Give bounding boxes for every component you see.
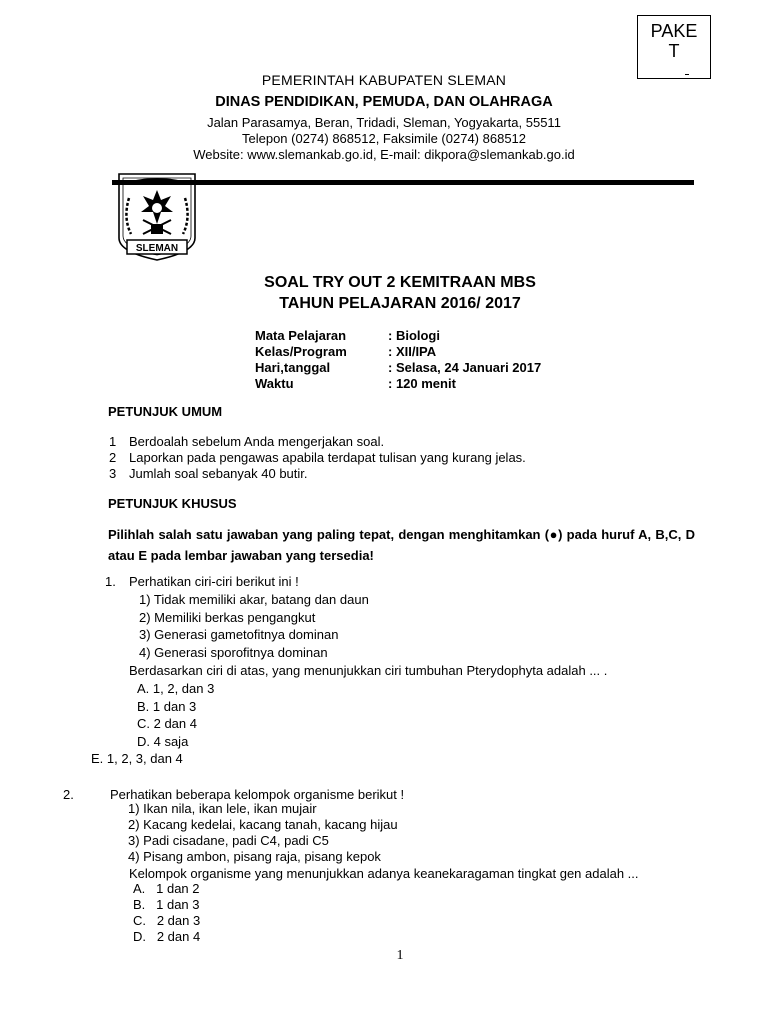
info-value: : XII/IPA (388, 344, 437, 359)
list-item (109, 434, 526, 450)
special-instruction-text: Pilihlah salah satu jawaban yang paling tepat, dengan menghitamkan (●) pada huruf A, B,C, D atau E pada lembar jawaban yang tersedia! (108, 527, 695, 563)
q2-option-a: A. 1 dan 2 (133, 881, 200, 896)
info-value: : 120 menit (388, 376, 456, 391)
exam-info (255, 328, 541, 392)
info-value: : Biologi (388, 328, 440, 343)
general-instructions-heading: PETUNJUK UMUM (108, 404, 223, 419)
info-row (255, 344, 541, 360)
info-value: : Selasa, 24 Januari 2017 (388, 360, 542, 375)
exam-year: TAHUN PELAJARAN 2016/ 2017 (279, 295, 521, 312)
info-row (255, 376, 541, 392)
paket-box (637, 15, 711, 79)
info-row (255, 328, 541, 344)
header-department: DINAS PENDIDIKAN, PEMUDA, DAN OLAHRAGA (215, 94, 553, 110)
q1-item: 2) Memiliki berkas pengangkut (139, 609, 316, 625)
item-number: 1 (109, 434, 117, 449)
item-text: Laporkan pada pengawas apabila terdapat tulisan yang kurang jelas. (129, 450, 526, 465)
logo-label: SLEMAN (135, 243, 179, 254)
page-number: 1 (396, 948, 404, 963)
info-row (255, 360, 541, 376)
q1-item: 3) Generasi gametofitnya dominan (139, 627, 339, 642)
q1-option-b: B. 1 dan 3 (137, 698, 197, 714)
q1-question: Berdasarkan ciri di atas, yang menunjukkan ciri tumbuhan Pterydophyta adalah ... . (129, 663, 608, 678)
paket-line-1: PAKE (650, 21, 698, 41)
q2-stem: Perhatikan beberapa kelompok organisme berikut ! (110, 787, 405, 802)
header-contact (0, 115, 768, 163)
q1-number: 1. (105, 574, 116, 589)
q2-item: 2) Kacang kedelai, kacang tanah, kacang hijau (128, 817, 398, 832)
q1-items (139, 591, 369, 661)
header-address: Jalan Parasamya, Beran, Tridadi, Sleman, Yogyakarta, 55511 (207, 115, 561, 130)
q2-option-b: B. 1 dan 3 (133, 897, 200, 912)
header-phone: Telepon (0274) 868512, Faksimile (0274) 868512 (241, 131, 527, 146)
q1-option-a: A. 1, 2, dan 3 (137, 681, 215, 696)
q1-options (137, 680, 214, 750)
info-key: Mata Pelajaran (255, 328, 347, 343)
exam-title: SOAL TRY OUT 2 KEMITRAAN MBS (264, 274, 536, 291)
info-key: Kelas/Program (255, 344, 347, 359)
q1-stem: Perhatikan ciri-ciri berikut ini ! (129, 574, 299, 589)
general-instructions-list (109, 434, 526, 482)
list-item (109, 466, 526, 482)
header-government: PEMERINTAH KABUPATEN SLEMAN (261, 72, 507, 88)
q2-item: 3) Padi cisadane, padi C4, padi C5 (128, 833, 329, 848)
item-number: 2 (109, 450, 117, 465)
q2-option-d: D. 2 dan 4 (133, 929, 201, 944)
special-instructions-heading: PETUNJUK KHUSUS (108, 496, 237, 511)
q2-item: 4) Pisang ambon, pisang raja, pisang kepok (128, 849, 381, 864)
q1-option-d: D. 4 saja (137, 733, 189, 749)
q1-item: 4) Generasi sporofitnya dominan (139, 644, 328, 660)
q1-option-c: C. 2 dan 4 (137, 716, 197, 731)
q2-items (128, 801, 398, 865)
list-item (109, 450, 526, 466)
q2-number: 2. (63, 787, 74, 802)
q2-options (133, 881, 200, 945)
q1-item: 1) Tidak memiliki akar, batang dan daun (139, 592, 369, 607)
q1-option-e: E. 1, 2, 3, dan 4 (91, 751, 183, 766)
item-text: Berdoalah sebelum Anda mengerjakan soal. (129, 434, 385, 449)
header-website: Website: www.slemankab.go.id, E-mail: dikpora@slemankab.go.id (193, 147, 575, 162)
item-text: Jumlah soal sebanyak 40 butir. (129, 466, 308, 481)
header-divider (112, 180, 694, 185)
q2-option-c: C. 2 dan 3 (133, 913, 201, 928)
info-key: Waktu (255, 376, 294, 391)
q2-question: Kelompok organisme yang menunjukkan adanya keanekaragaman tingkat gen adalah ... (129, 866, 639, 881)
info-key: Hari,tanggal (255, 360, 331, 375)
paket-line-2: T (668, 41, 680, 61)
q2-item: 1) Ikan nila, ikan lele, ikan mujair (128, 801, 317, 816)
item-number: 3 (109, 466, 117, 481)
